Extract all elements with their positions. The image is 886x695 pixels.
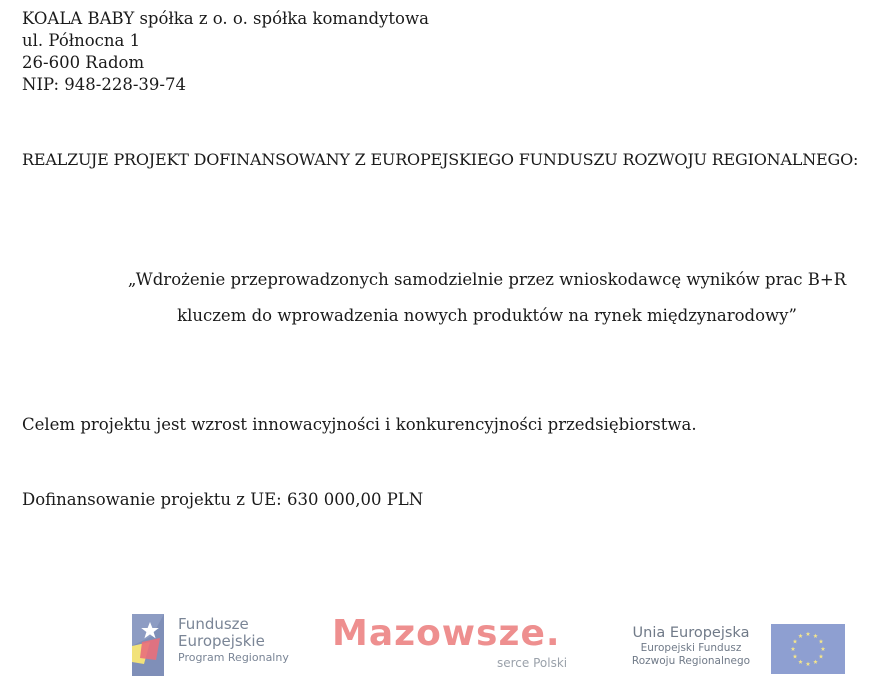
mazowsze-logo [330, 614, 590, 680]
mazowsze-wordmark: Mazowsze. [332, 613, 561, 654]
unia-europejska-logo [620, 612, 850, 678]
project-title-line-2: kluczem do wprowadzenia nowych produktów na rynek międzynarodowy” [177, 306, 797, 325]
fe-line-2: Europejskie [178, 632, 265, 650]
project-heading: REALZUJE PROJEKT DOFINANSOWANY Z EUROPEJSKIEGO FUNDUSZU ROZWOJU REGIONALNEGO: [22, 150, 859, 169]
fundusze-europejskie-logo [130, 612, 300, 678]
eu-line-3: Rozwoju Regionalnego [631, 655, 751, 667]
project-goal: Celem projektu jest wzrost innowacyjności i konkurencyjności przedsiębiorstwa. [22, 415, 697, 434]
fe-line-1: Fundusze [178, 615, 249, 633]
company-nip: NIP: 948-228-39-74 [22, 75, 186, 94]
eu-line-2: Europejski Fundusz [640, 642, 742, 654]
company-city: 26-600 Radom [22, 53, 145, 72]
company-street: ul. Północna 1 [22, 31, 141, 50]
eu-flag-icon [771, 624, 845, 674]
fundusze-europejskie-emblem-icon [130, 612, 166, 678]
project-title-line-1: „Wdrożenie przeprowadzonych samodzielnie przez wnioskodawcę wyników prac B+R [127, 270, 847, 289]
company-name: KOALA BABY spółka z o. o. spółka komandytowa [22, 9, 429, 28]
mazowsze-tagline: serce Polski [497, 656, 568, 670]
logo-footer [0, 600, 886, 690]
company-address [22, 8, 429, 96]
project-funding: Dofinansowanie projektu z UE: 630 000,00 PLN [22, 490, 424, 509]
eu-line-1: Unia Europejska [632, 625, 750, 641]
fe-line-3: Program Regionalny [178, 651, 289, 664]
project-title [22, 262, 886, 334]
